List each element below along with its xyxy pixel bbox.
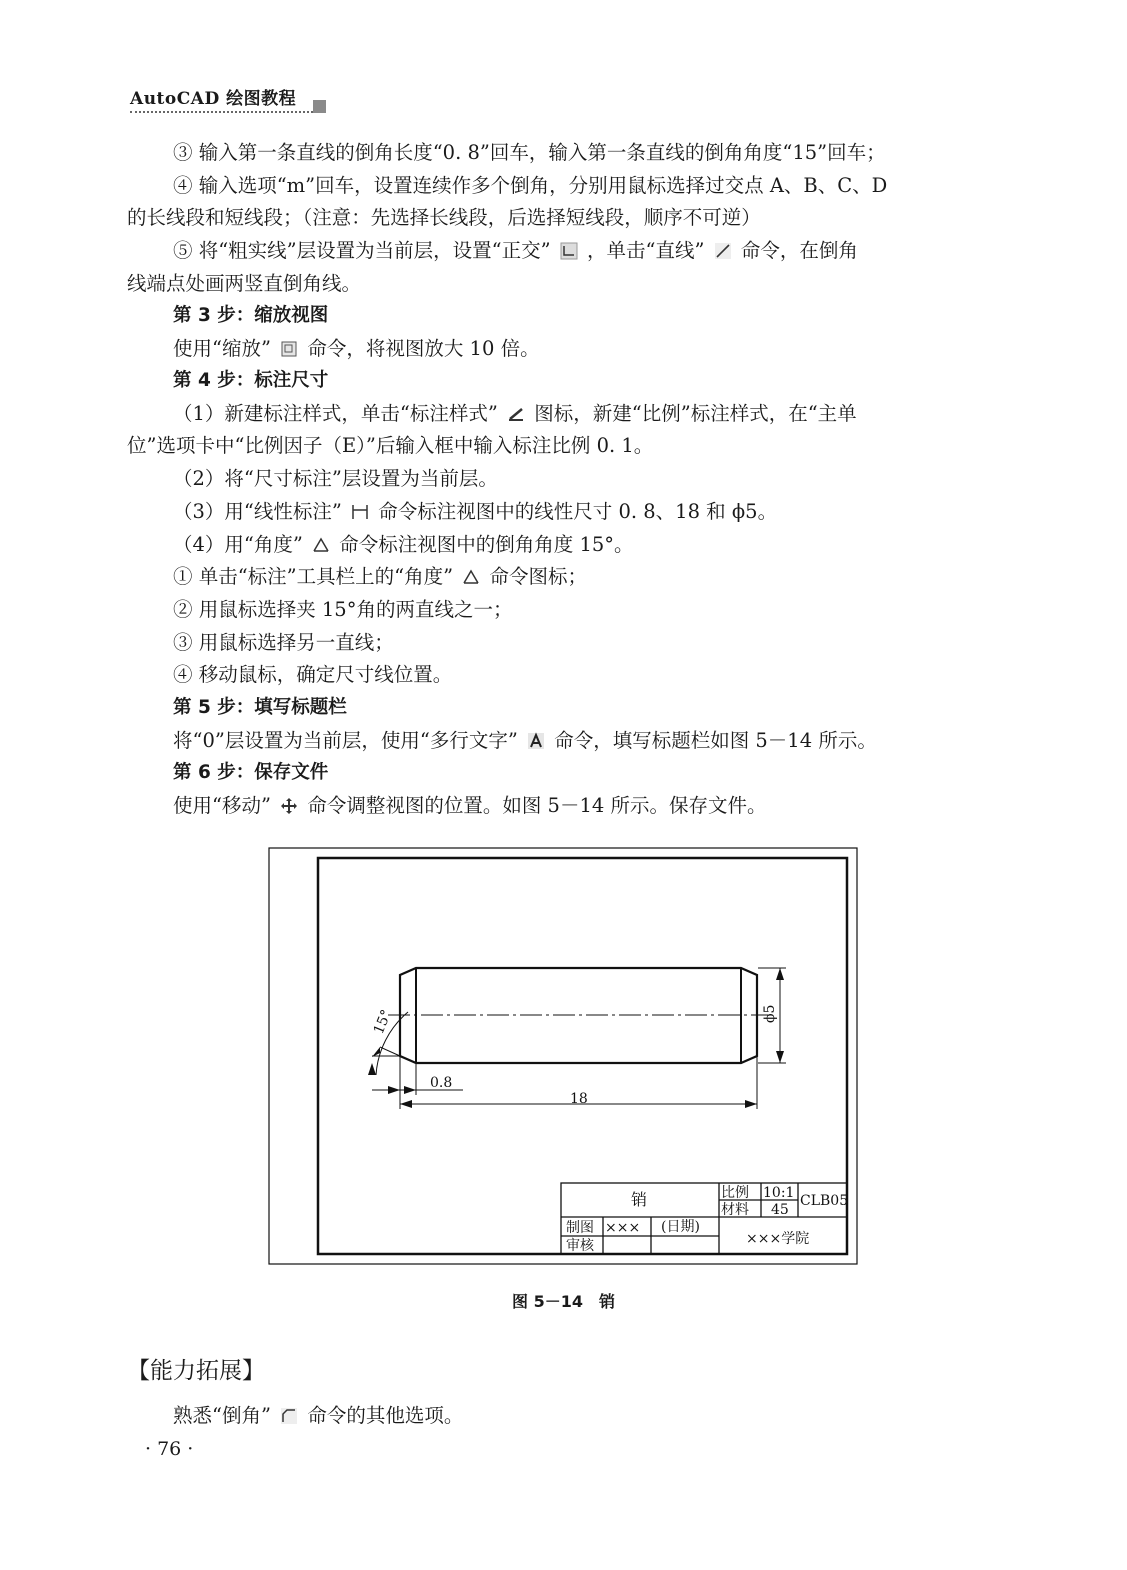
dim-diameter-label: ϕ5: [762, 1004, 778, 1023]
dimension-style-icon: [507, 405, 525, 423]
text-line: 线端点处画两竖直倒角线。: [127, 272, 362, 295]
linear-dimension-icon: [351, 503, 369, 521]
tb-drawing-code: CLB05: [800, 1193, 849, 1209]
pin-drawing-figure: [268, 847, 858, 1265]
tb-check-label: 审核: [566, 1238, 594, 1254]
text-line: 的长线段和短线段；（注意：先选择长线段，后选择短线段，顺序不可逆）: [127, 206, 761, 229]
text-line: ⑤ 将“粗实线”层设置为当前层，设置“正交” ，单击“直线” 命令，在倒角: [173, 239, 858, 262]
text-line: ② 用鼠标选择夹 15°角的两直线之一；: [173, 598, 513, 621]
chamfer-icon: [280, 1407, 298, 1425]
figure-outer-border: [269, 848, 857, 1264]
text-line: ③ 输入第一条直线的倒角长度“0. 8”回车，输入第一条直线的倒角角度“15”回车；: [173, 141, 886, 164]
text-line: 使用“移动” 命令调整视图的位置。如图 5－14 所示。保存文件。: [173, 794, 767, 817]
tb-scale-value: 10:1: [763, 1185, 795, 1201]
step-title: 第 5 步：填写标题栏: [173, 697, 347, 718]
zoom-icon: [280, 340, 298, 358]
tb-scale-label: 比例: [721, 1185, 749, 1201]
step-title: 第 4 步：标注尺寸: [173, 370, 329, 391]
section-title: 【能力拓展】: [127, 1358, 265, 1384]
text-line: ④ 输入选项“m”回车，设置连续作多个倒角，分别用鼠标选择过交点 A、B、C、D: [173, 174, 888, 197]
text-line: （3）用“线性标注” 命令标注视图中的线性尺寸 0. 8、18 和 ϕ5。: [173, 500, 778, 523]
mtext-icon: [527, 732, 545, 750]
text-line: ③ 用鼠标选择另一直线；: [173, 631, 394, 654]
tb-material-label: 材料: [721, 1202, 749, 1218]
ortho-icon: [560, 242, 578, 260]
tb-drawn-label: 制图: [566, 1220, 594, 1236]
tb-part-name: 销: [631, 1190, 648, 1209]
page-number: · 76 ·: [145, 1438, 194, 1460]
dim-chamfer-label: 0.8: [430, 1075, 453, 1091]
tb-material-value: 45: [771, 1202, 789, 1218]
dim-angle-label: 15°: [370, 1007, 396, 1037]
move-icon: [280, 797, 298, 815]
step-title: 第 3 步：缩放视图: [173, 305, 329, 326]
step-title: 第 6 步：保存文件: [173, 762, 329, 783]
figure-caption: 图 5－14 销: [512, 1292, 615, 1311]
text-line: （4）用“角度” 命令标注视图中的倒角角度 15°。: [173, 533, 634, 556]
angle-dimension-icon: [462, 568, 480, 586]
angle-dimension-icon: [312, 536, 330, 554]
text-line: ④ 移动鼠标，确定尺寸线位置。: [173, 663, 453, 686]
text-line: ① 单击“标注”工具栏上的“角度” 命令图标；: [173, 565, 587, 588]
text-line: （2）将“尺寸标注”层设置为当前层。: [173, 467, 498, 490]
text-line: （1）新建标注样式，单击“标注样式” 图标，新建“比例”标注样式，在“主单: [173, 402, 857, 425]
header-square: [313, 100, 326, 113]
tb-date: (日期): [661, 1219, 700, 1235]
tb-school: ×××学院: [746, 1231, 810, 1247]
running-header: AutoCAD 绘图教程: [130, 89, 297, 109]
text-line: 熟悉“倒角” 命令的其他选项。: [173, 1404, 464, 1427]
line-icon: [714, 242, 732, 260]
tb-drawn-by: ×××: [605, 1220, 641, 1236]
header-rule: [130, 111, 325, 113]
text-line: 位”选项卡中“比例因子（E）”后输入框中输入标注比例 0. 1。: [127, 434, 654, 457]
text-line: 将“0”层设置为当前层，使用“多行文字” 命令，填写标题栏如图 5－14 所示。: [173, 729, 877, 752]
text-line: 使用“缩放” 命令，将视图放大 10 倍。: [173, 337, 540, 360]
dim-length-label: 18: [570, 1091, 588, 1107]
